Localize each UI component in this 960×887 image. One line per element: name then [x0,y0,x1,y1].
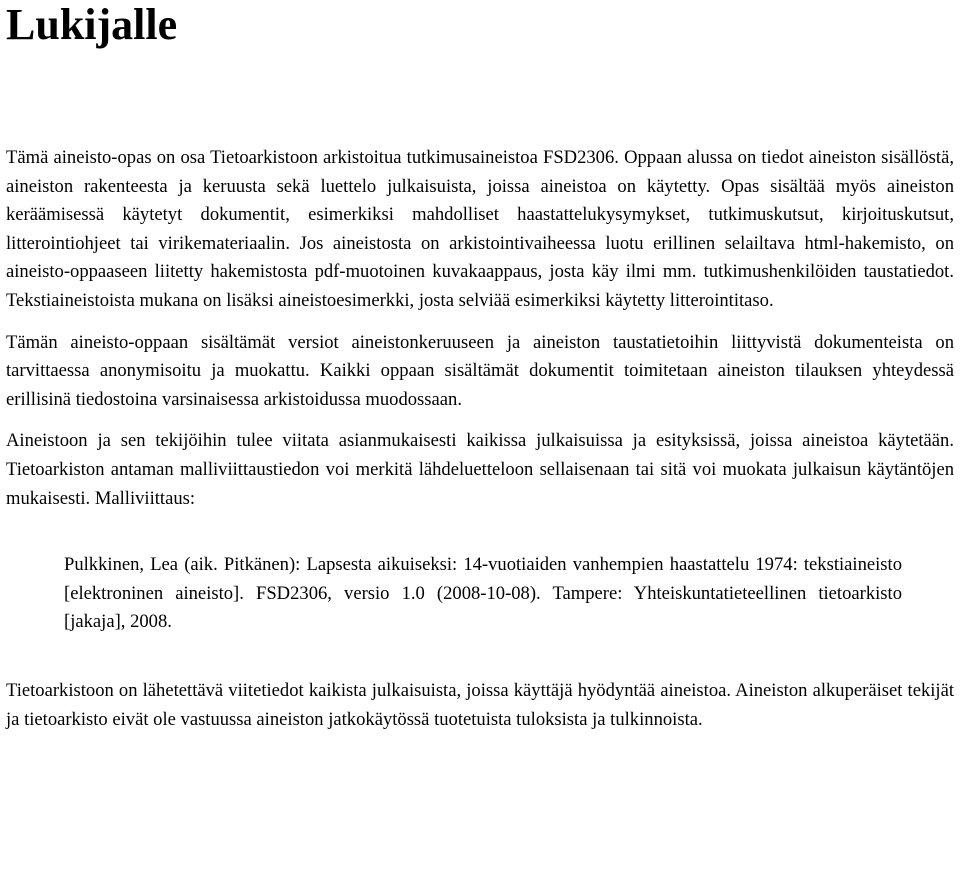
document-page [6,0,954,734]
intro-paragraph: Tämä aineisto-opas on osa Tietoarkistoon arkistoitua tutkimusaineistoa FSD2306. Oppaan alussa on tiedot aineiston sisällöstä, aineiston rakenteesta ja keruusta sekä luettelo julkaisuista, joissa aineistoa on käytetty. Opas sisältää myös aineiston keräämisessä käytetyt dokumentit, esimerkiksi mahdolliset haastattelukysymykset, tutkimuskutsut, kirjoituskutsut, litterointiohjeet tai virikemateriaalin. Jos aineistosta on arkistointivaiheessa luotu erillinen selailtava html-hakemisto, on aineisto-oppaaseen liitetty hakemistosta pdf-muotoinen kuvakaappaus, josta käy ilmi mm. tutkimushenkilöiden taustatiedot. Tekstiaineistoista mukana on lisäksi aineistoesimerkki, josta selviää esimerkiksi käytetty litterointitaso. [6,147,954,311]
model-citation: Pulkkinen, Lea (aik. Pitkänen): Lapsesta aikuiseksi: 14-vuotiaiden vanhempien haastattelu 1974: tekstiaineisto [elektroninen aineisto]. FSD2306, versio 1.0 (2008-10-08). Tampere: Yhteiskuntatieteellinen tietoarkisto [jakaja], 2008. [64,554,902,633]
anonymization-paragraph: Tämän aineisto-oppaan sisältämät versiot aineistonkeruuseen ja aineiston taustatietoihin liittyvistä dokumenteista on tarvittaessa anonymisoitu ja muokattu. Kaikki oppaan sisältämät dokumentit toimitetaan aineiston tilauksen yhteydessä erillisinä tiedostoina varsinaisessa arkistoidussa muodossaan. [6,331,954,410]
page-title: Lukijalle [6,0,178,49]
closing-paragraph: Tietoarkistoon on lähetettävä viitetiedot kaikista julkaisuista, joissa käyttäjä hyödyntää aineistoa. Aineiston alkuperäiset tekijät ja tietoarkisto eivät ole vastuussa aineiston jatkokäytössä tuotetuista tuloksista ja tulkinnoista. [6,679,954,730]
citation-instructions-paragraph: Aineistoon ja sen tekijöihin tulee viitata asianmukaisesti kaikissa julkaisuissa ja esityksissä, joissa aineistoa käytetään. Tietoarkiston antaman malliviittaustiedon voi merkitä lähdeluetteloon sellaisenaan tai sitä voi muokata julkaisun käytäntöjen mukaisesti. Malliviittaus: [6,430,954,509]
